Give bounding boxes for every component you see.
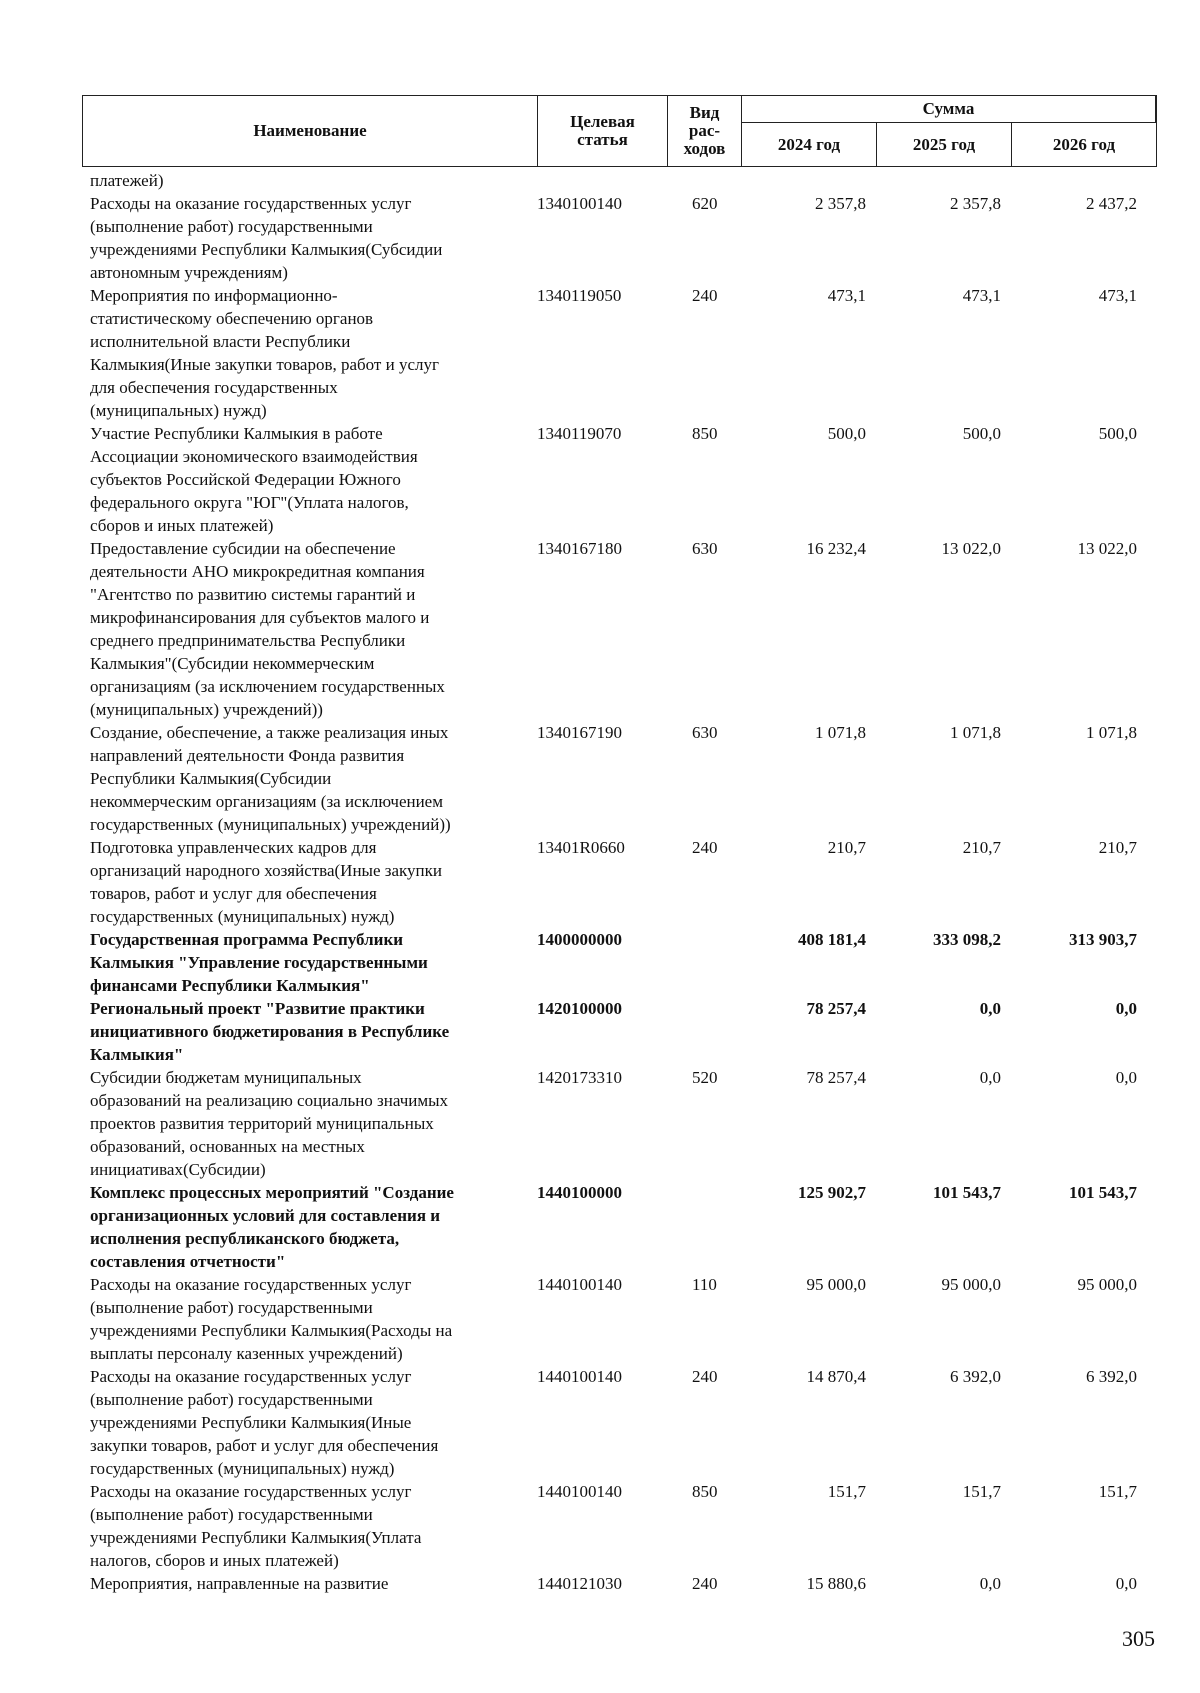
table-row	[90, 537, 1157, 721]
row-value-2026: 95 000,0	[1077, 1275, 1137, 1294]
row-value-2026: 2 437,2	[1086, 194, 1137, 213]
table-row	[90, 1480, 1157, 1572]
row-value-2026: 0,0	[1115, 1574, 1137, 1593]
row-name: Субсидии бюджетам муниципальных образований на реализацию социально значимых проектов развития территорий муниципальных образований, основанных на местных инициативах(Субсидии)	[90, 1068, 449, 1179]
row-name: Подготовка управленческих кадров для организаций народного хозяйства(Иные закупки товаров, работ и услуг для обеспечения государственных (муниципальных) нужд)	[90, 838, 443, 926]
header-expense-type-line3: ходов	[683, 138, 726, 158]
row-expense-type	[672, 1181, 737, 1273]
row-value-2025: 1 071,8	[950, 723, 1001, 742]
table-row	[90, 1066, 1157, 1181]
row-value-2024: 14 870,4	[806, 1367, 866, 1386]
row-value-2026: 6 392,0	[1086, 1367, 1137, 1386]
row-target-article: 1340167190	[537, 723, 622, 742]
row-value-2024: 15 880,6	[806, 1574, 866, 1593]
row-value-2024	[737, 169, 872, 192]
header-target-article	[538, 96, 668, 166]
row-value-2026: 210,7	[1098, 838, 1137, 857]
row-value-2026: 313 903,7	[1069, 930, 1137, 949]
row-value-2025: 210,7	[962, 838, 1001, 857]
row-value-2025: 151,7	[962, 1482, 1001, 1501]
row-target-article	[532, 169, 672, 192]
header-name-label: Наименование	[253, 121, 367, 141]
header-sum	[742, 96, 1156, 123]
row-name: Государственная программа Республики Калмыкия "Управление государственными финансами Республики Калмыкия"	[90, 930, 428, 995]
table-row	[90, 836, 1157, 928]
table-row	[90, 1365, 1157, 1480]
row-value-2025	[872, 169, 1007, 192]
row-name: Участие Республики Калмыкия в работе Ассоциации экономического взаимодействия субъектов Российской Федерации Южного федерального округа "ЮГ"(Уплата налогов, сборов и иных платежей)	[90, 424, 418, 535]
row-value-2024: 2 357,8	[815, 194, 866, 213]
header-year-2026	[1012, 123, 1156, 166]
row-target-article: 1400000000	[537, 930, 622, 949]
page-number: 305	[1122, 1626, 1155, 1651]
row-target-article: 1440100140	[537, 1367, 622, 1386]
row-expense-type: 240	[692, 1367, 718, 1386]
header-expense-type	[668, 96, 742, 166]
row-target-article: 1340167180	[537, 539, 622, 558]
row-target-article: 1440100140	[537, 1482, 622, 1501]
row-target-article: 13401R0660	[537, 838, 625, 857]
row-target-article: 1440100000	[537, 1183, 622, 1202]
row-value-2025: 13 022,0	[941, 539, 1001, 558]
row-value-2026: 500,0	[1098, 424, 1137, 443]
row-value-2026: 1 071,8	[1086, 723, 1137, 742]
row-target-article: 1440100140	[537, 1275, 622, 1294]
header-expense-type-line2: рас-	[688, 121, 721, 141]
row-expense-type: 240	[692, 286, 718, 305]
row-value-2024: 408 181,4	[798, 930, 866, 949]
row-name: Расходы на оказание государственных услуг (выполнение работ) государственными учреждениями Республики Калмыкия(Расходы на выплаты персоналу казенных учреждений)	[90, 1275, 453, 1363]
row-value-2026	[1007, 169, 1139, 192]
row-target-article: 1420100000	[537, 999, 622, 1018]
header-year-2024	[742, 123, 877, 166]
row-name: Комплекс процессных мероприятий "Создание организационных условий для составления и исполнения республиканского бюджета, составления отчетности"	[90, 1183, 454, 1271]
row-expense-type: 110	[692, 1275, 717, 1294]
row-expense-type: 240	[692, 838, 718, 857]
header-year-2025-label: 2025 год	[912, 134, 976, 154]
header-sum-label: Сумма	[922, 99, 975, 119]
header-target-article-line2: статья	[577, 130, 628, 149]
row-value-2024: 16 232,4	[806, 539, 866, 558]
header-year-2025	[877, 123, 1012, 166]
row-value-2024: 78 257,4	[806, 1068, 866, 1087]
row-expense-type: 630	[692, 539, 718, 558]
row-value-2025: 2 357,8	[950, 194, 1001, 213]
header-name	[83, 96, 538, 166]
row-value-2025: 0,0	[979, 999, 1001, 1018]
table-row	[90, 1181, 1157, 1273]
row-value-2026: 151,7	[1098, 1482, 1137, 1501]
row-expense-type	[672, 169, 737, 192]
row-expense-type: 240	[692, 1574, 718, 1593]
row-value-2024: 500,0	[827, 424, 866, 443]
row-expense-type	[672, 928, 737, 997]
row-name: Расходы на оказание государственных услуг (выполнение работ) государственными учреждениями Республики Калмыкия(Субсидии автономным учреждениям)	[90, 194, 443, 282]
row-target-article: 1340100140	[537, 194, 622, 213]
row-value-2024: 95 000,0	[806, 1275, 866, 1294]
row-name: Создание, обеспечение, а также реализация иных направлений деятельности Фонда развития Республики Калмыкия(Субсидии некоммерческим организациям (за исключением государственных (муниципальных) учреждений))	[90, 723, 451, 834]
header-year-2026-label: 2026 год	[1052, 134, 1116, 154]
row-value-2026: 473,1	[1098, 286, 1137, 305]
row-expense-type: 630	[692, 723, 718, 742]
row-name: Предоставление субсидии на обеспечение деятельности АНО микрокредитная компания "Агентство по развитию системы гарантий и микрофинансирования для субъектов малого и среднего предпринимательства Республики Калмыкия"(Субсидии некоммерческим организациям (за исключением государственных (муниципальных) учреждений))	[90, 539, 445, 719]
row-name: Мероприятия по информационно- статистическому обеспечению органов исполнительной власти Республики Калмыкия(Иные закупки товаров, работ и услуг для обеспечения государственных (муниципальных) нужд)	[90, 286, 439, 420]
row-expense-type	[672, 997, 737, 1066]
row-value-2025: 6 392,0	[950, 1367, 1001, 1386]
table-row	[90, 422, 1157, 537]
row-value-2025: 101 543,7	[933, 1183, 1001, 1202]
table-row	[90, 1572, 1157, 1595]
table-row	[90, 1273, 1157, 1365]
row-value-2024: 151,7	[827, 1482, 866, 1501]
header-target-article-line1: Целевая	[570, 112, 635, 132]
row-target-article: 1420173310	[537, 1068, 622, 1087]
table-body	[90, 169, 1157, 1595]
table-row	[90, 169, 1157, 192]
row-value-2025: 0,0	[979, 1574, 1001, 1593]
row-name: Мероприятия, направленные на развитие	[90, 1574, 389, 1593]
row-value-2026: 0,0	[1115, 999, 1137, 1018]
header-year-2024-label: 2024 год	[777, 134, 841, 154]
row-name: платежей)	[90, 171, 164, 190]
row-value-2025: 500,0	[962, 424, 1001, 443]
row-value-2026: 13 022,0	[1077, 539, 1137, 558]
row-value-2024: 125 902,7	[798, 1183, 866, 1202]
row-expense-type: 850	[692, 1482, 718, 1501]
row-expense-type: 520	[692, 1068, 718, 1087]
table-row	[90, 192, 1157, 284]
row-value-2024: 78 257,4	[806, 999, 866, 1018]
row-value-2025: 473,1	[962, 286, 1001, 305]
row-name: Расходы на оказание государственных услуг (выполнение работ) государственными учреждениями Республики Калмыкия(Иные закупки товаров, работ и услуг для обеспечения государственных (муниципальных) нужд)	[90, 1367, 439, 1478]
row-value-2025: 95 000,0	[941, 1275, 1001, 1294]
row-expense-type: 850	[692, 424, 718, 443]
table-row	[90, 997, 1157, 1066]
row-name: Региональный проект "Развитие практики инициативного бюджетирования в Республике Калмыкия"	[90, 999, 450, 1064]
row-value-2026: 101 543,7	[1069, 1183, 1137, 1202]
row-expense-type: 620	[692, 194, 718, 213]
row-value-2024: 473,1	[827, 286, 866, 305]
table-header	[82, 95, 1157, 167]
row-target-article: 1440121030	[537, 1574, 622, 1593]
row-value-2024: 1 071,8	[815, 723, 866, 742]
row-value-2026: 0,0	[1115, 1068, 1137, 1087]
row-target-article: 1340119070	[537, 424, 622, 443]
table-row	[90, 284, 1157, 422]
row-name: Расходы на оказание государственных услуг (выполнение работ) государственными учреждениями Республики Калмыкия(Уплата налогов, сборов и иных платежей)	[90, 1482, 422, 1570]
table-row	[90, 928, 1157, 997]
table-row	[90, 721, 1157, 836]
row-value-2025: 0,0	[979, 1068, 1001, 1087]
row-target-article: 1340119050	[537, 286, 622, 305]
row-value-2024: 210,7	[827, 838, 866, 857]
header-expense-type-line1: Вид	[689, 103, 720, 123]
row-value-2025: 333 098,2	[933, 930, 1001, 949]
